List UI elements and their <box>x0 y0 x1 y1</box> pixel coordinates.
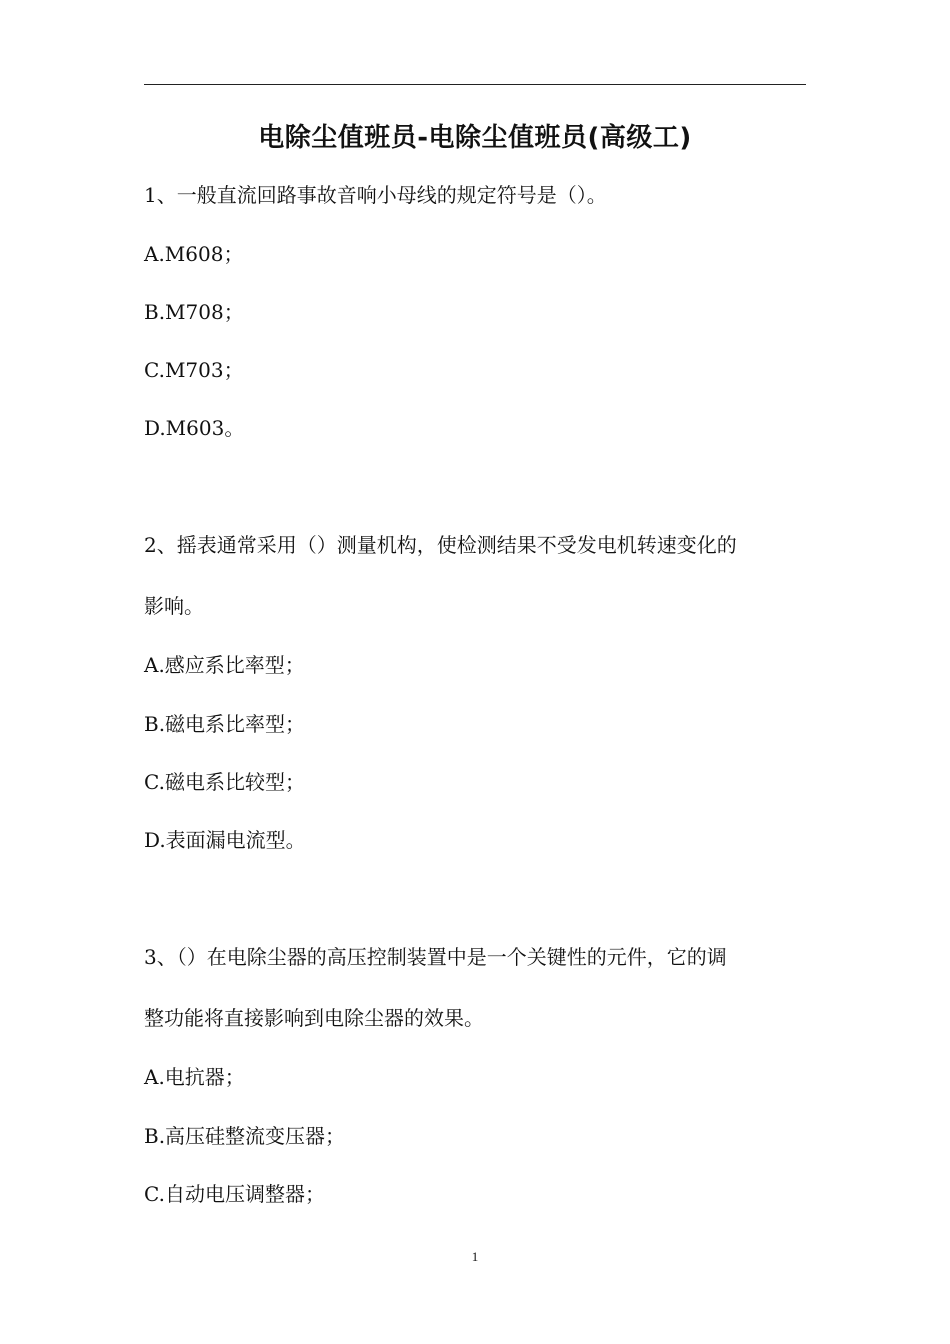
question-1-option-d: D.M603。 <box>144 416 245 440</box>
question-1-option-c: C.M703； <box>144 358 244 382</box>
question-3-option-a: A.电抗器； <box>144 1065 245 1089</box>
question-2-stem-continued: 影响。 <box>144 594 204 618</box>
question-2-option-b: B.磁电系比率型； <box>144 712 306 736</box>
question-2-option-c: C.磁电系比较型； <box>144 770 305 794</box>
question-2-stem: 2、摇表通常采用（）测量机构，使检测结果不受发电机转速变化的 <box>144 533 737 557</box>
question-1-stem: 1、一般直流回路事故音响小母线的规定符号是（）。 <box>144 183 607 207</box>
question-3-option-c: C.自动电压调整器； <box>144 1182 325 1206</box>
question-1-option-a: A.M608； <box>144 242 244 266</box>
question-2-option-d: D.表面漏电流型。 <box>144 828 306 852</box>
document-title: 电除尘值班员-电除尘值班员(高级工) <box>258 123 692 153</box>
page-number: 1 <box>471 1249 479 1264</box>
question-1-option-b: B.M708； <box>144 300 244 324</box>
header-rule <box>144 84 806 85</box>
question-3-option-b: B.高压硅整流变压器； <box>144 1124 346 1148</box>
question-3-stem: 3、（）在电除尘器的高压控制装置中是一个关键性的元件，它的调 <box>144 945 727 969</box>
question-3-stem-continued: 整功能将直接影响到电除尘器的效果。 <box>144 1006 484 1030</box>
question-2-option-a: A.感应系比率型； <box>144 653 305 677</box>
